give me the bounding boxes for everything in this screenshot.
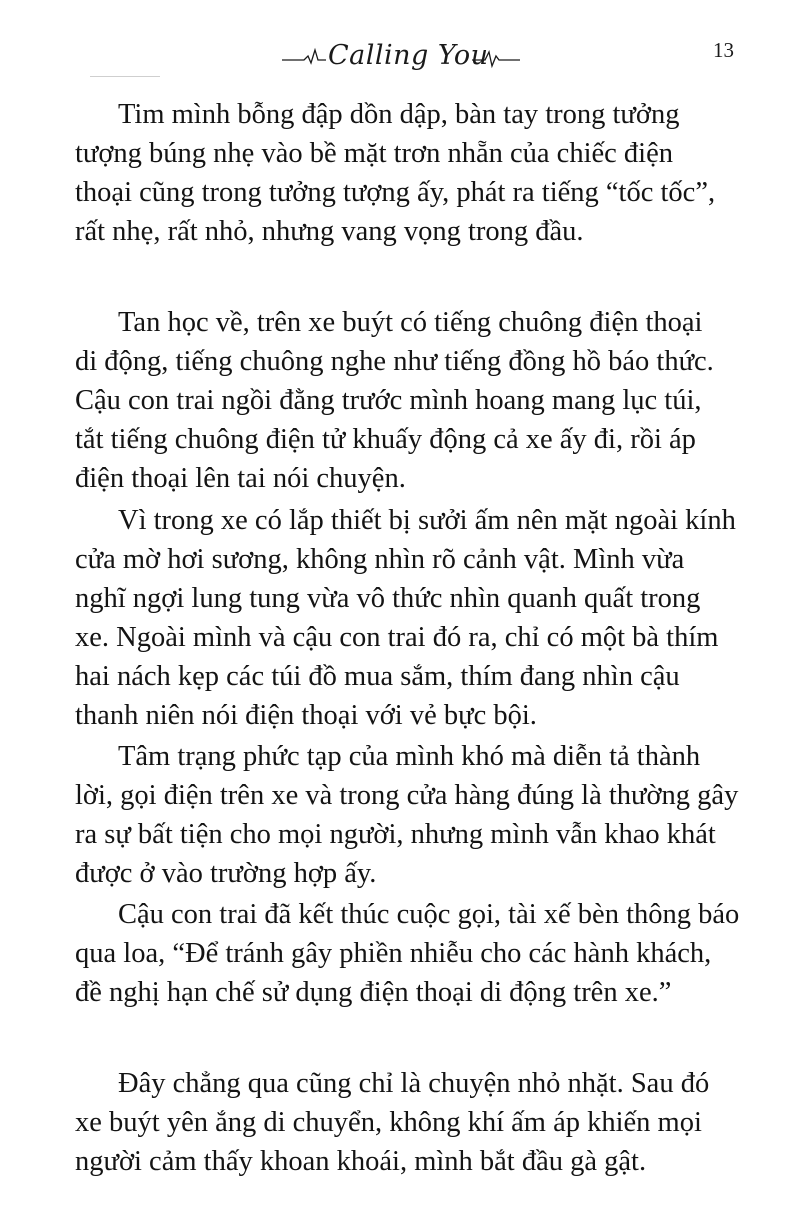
- header-divider: [90, 76, 160, 77]
- text-line: cửa mờ hơi sương, không nhìn rõ cảnh vật. Mình vừa: [75, 544, 685, 575]
- text-line: Cậu con trai đã kết thúc cuộc gọi, tài xế bèn thông báo: [118, 899, 740, 930]
- text-line: người cảm thấy khoan khoái, mình bắt đầu gà gật.: [75, 1146, 647, 1177]
- text-line: Tan học về, trên xe buýt có tiếng chuông điện thoại: [118, 307, 703, 338]
- page-number: 13: [713, 38, 734, 62]
- text-line: điện thoại lên tai nói chuyện.: [75, 463, 406, 494]
- text-line: thanh niên nói điện thoại với vẻ bực bội.: [75, 700, 537, 731]
- text-line: được ở vào trường hợp ấy.: [75, 858, 377, 889]
- text-line: Đây chẳng qua cũng chỉ là chuyện nhỏ nhặt. Sau đó: [118, 1068, 710, 1099]
- text-line: Tim mình bỗng đập dồn dập, bàn tay trong tưởng: [118, 99, 680, 130]
- text-line: tắt tiếng chuông điện tử khuấy động cả xe ấy đi, rồi áp: [75, 424, 696, 455]
- text-line: Vì trong xe có lắp thiết bị sưởi ấm nên mặt ngoài kính: [118, 505, 736, 536]
- text-line: nghĩ ngợi lung tung vừa vô thức nhìn quanh quất trong: [75, 583, 701, 614]
- text-line: hai nách kẹp các túi đồ mua sắm, thím đang nhìn cậu: [75, 661, 680, 692]
- text-line: xe buýt yên ắng di chuyển, không khí ấm áp khiến mọi: [75, 1107, 702, 1138]
- text-line: thoại cũng trong tưởng tượng ấy, phát ra tiếng “tốc tốc”,: [75, 177, 716, 208]
- text-line: xe. Ngoài mình và cậu con trai đó ra, chỉ có một bà thím: [75, 622, 719, 653]
- text-line: tượng búng nhẹ vào bề mặt trơn nhẵn của chiếc điện: [75, 138, 673, 169]
- text-line: ra sự bất tiện cho mọi người, nhưng mình vẫn khao khát: [75, 819, 716, 850]
- text-line: Tâm trạng phức tạp của mình khó mà diễn tả thành: [118, 741, 701, 772]
- text-line: rất nhẹ, rất nhỏ, nhưng vang vọng trong đầu.: [75, 216, 584, 247]
- text-line: di động, tiếng chuông nghe như tiếng đồng hồ báo thức.: [75, 346, 714, 377]
- text-line: qua loa, “Để tránh gây phiền nhiễu cho các hành khách,: [75, 938, 712, 969]
- running-title-text: Calling You: [328, 40, 489, 71]
- text-line: Cậu con trai ngồi đằng trước mình hoang mang lục túi,: [75, 385, 702, 416]
- running-title: [282, 36, 532, 76]
- text-line: lời, gọi điện trên xe và trong cửa hàng đúng là thường gây: [75, 780, 739, 811]
- text-line: đề nghị hạn chế sử dụng điện thoại di động trên xe.”: [75, 977, 672, 1008]
- page-header: [0, 28, 800, 78]
